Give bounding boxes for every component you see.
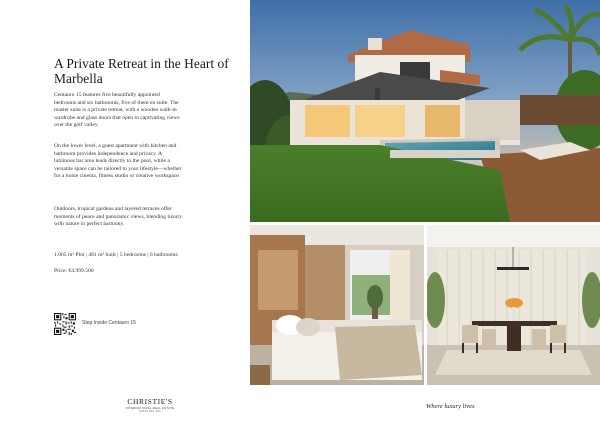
photo-dining-room	[427, 225, 600, 385]
paragraph-lower-level: On the lower level, a guest apartment with kitchen and bathroom provides independence and privacy. A luminous bar area leads directly to the pool, while a versatile space can be tailored to your lifestyle—whether for a home cinema, fitness studio or creative workspace.	[54, 143, 182, 179]
paragraph-outdoors: Outdoors, tropical gardens and layered terraces offer moments of peace and panoramic views, blending luxury with nature in perfect harmony.	[54, 206, 182, 227]
photo-bedroom	[250, 225, 424, 385]
logo-region: COSTA DEL SOL	[138, 410, 162, 413]
logo-wordmark: CHRISTIE'S	[127, 397, 173, 406]
text-column	[0, 0, 249, 424]
photo-villa-exterior	[250, 0, 600, 222]
paragraph-bedrooms: Centauro 15 features five beautifully appointed bedrooms and six bathrooms, five of them en suite. The master suite is a private retreat, with a wooden walk-in wardrobe and glass doors that open to captivating views over the golf valley.	[54, 92, 180, 128]
christies-logo	[120, 398, 180, 413]
tagline: Where luxury lives	[426, 403, 475, 410]
price: Price: €4.999.500	[54, 268, 94, 274]
property-facts: 1.065 m² Plot | 481 m² built | 5 bedrooms | 6 bathrooms	[54, 252, 178, 258]
qr-label[interactable]: Step Inside Centauro 15	[82, 320, 136, 326]
page-title: A Private Retreat in the Heart of Marbella	[54, 56, 229, 86]
qr-code-icon[interactable]	[54, 313, 76, 335]
logo-subtitle: INTERNATIONAL REAL ESTATE	[125, 406, 175, 410]
